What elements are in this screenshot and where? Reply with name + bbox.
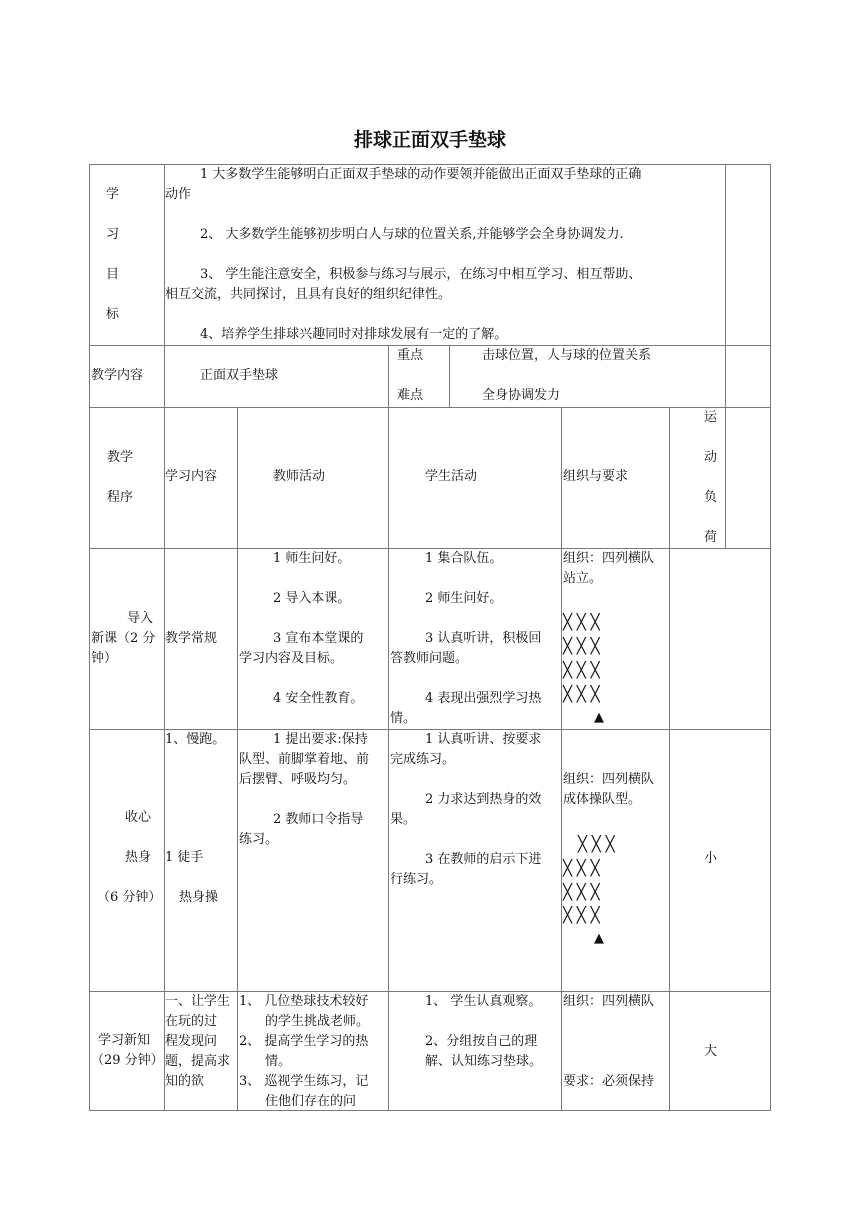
row3-teacher-1-line1: 1、 几位垫球技术较好	[239, 994, 369, 1009]
header-org: 组织与要求	[563, 469, 629, 484]
row1-procedure-line3: 钟）	[91, 651, 118, 666]
row2-learn-2: 1 徒手	[165, 850, 204, 865]
row1-teacher-3-line2: 学习内容及目标。	[239, 651, 344, 666]
objectives-label-char: 目	[106, 267, 120, 282]
row2-student-3-line1: 3 在教师的启示下进	[425, 852, 542, 867]
row3-student-2-line2: 解、认知练习垫球。	[425, 1054, 543, 1069]
row2-student-2-line2: 果。	[390, 812, 417, 827]
formation-row: ╳ ╳ ╳	[563, 883, 600, 901]
page-title: 排球正面双手垫球	[353, 129, 506, 151]
row1-procedure-line2: 新课（2 分	[91, 631, 156, 646]
row3-load: 大	[704, 1044, 718, 1059]
formation-row: ╳ ╳ ╳	[563, 685, 600, 703]
row1-student-1: 1 集合队伍。	[425, 551, 503, 566]
row3-teacher-2-line2: 情。	[265, 1054, 292, 1069]
row1-teacher-4: 4 安全性教育。	[273, 691, 364, 706]
header-procedure-line2: 程序	[107, 490, 134, 505]
row1-org-line2: 站立。	[563, 571, 603, 586]
objectives-content-cell	[164, 164, 726, 346]
objective-1-line2: 动作	[165, 187, 192, 202]
row3-teacher-3-line2: 住他们存在的问	[265, 1094, 357, 1109]
row2-procedure-line1: 收心	[125, 810, 152, 825]
objectives-extra-cell	[725, 164, 771, 346]
header-load-char: 运	[704, 410, 718, 425]
formation-row: ╳ ╳ ╳	[578, 835, 615, 853]
header-student: 学生活动	[425, 469, 478, 484]
key-point-value: 击球位置，人与球的位置关系	[482, 348, 652, 363]
objectives-label-char: 标	[106, 307, 120, 322]
row2-org-line2: 成体操队型。	[563, 792, 642, 807]
row3-procedure-line1: 学习新知	[98, 1033, 151, 1048]
objective-3-line1: 3、 学生能注意安全，积极参与练习与展示，在练习中相互学习、相互帮助、	[200, 267, 642, 282]
row2-load: 小	[704, 851, 718, 866]
row1-student-4-line1: 4 表现出强烈学习热	[425, 691, 542, 706]
objectives-label-char: 学	[106, 187, 120, 202]
row2-teacher-2-line2: 练习。	[239, 832, 279, 847]
row3-learn-line5: 知的欲	[165, 1074, 205, 1089]
row3-teacher-1-line2: 的学生挑战老师。	[265, 1014, 370, 1029]
row3-load-cell	[669, 991, 771, 1111]
row3-learn-line2: 在玩的过	[165, 1014, 218, 1029]
objective-4: 4、培养学生排球兴趣同时对排球发展有一定的了解。	[200, 327, 508, 342]
row3-learn-line4: 题，提高求	[165, 1054, 231, 1069]
content-extra-cell	[725, 345, 771, 408]
row2-org-line1: 组织：四列横队	[563, 772, 655, 787]
row1-teacher-2: 2 导入本课。	[273, 591, 351, 606]
row1-learn: 教学常规	[165, 631, 218, 646]
row2-teacher-1-line1: 1 提出要求:保持	[273, 732, 368, 747]
row1-student-3-line1: 3 认真听讲，积极回	[425, 631, 542, 646]
row1-student-4-line2: 情。	[390, 711, 417, 726]
objectives-label-cell	[89, 164, 165, 346]
row3-org-line2: 要求：必须保持	[563, 1074, 655, 1089]
difficulty-label: 难点	[397, 388, 424, 403]
row1-teacher-3-line1: 3 宣布本堂课的	[273, 631, 364, 646]
header-procedure-cell	[89, 407, 165, 549]
row2-student-3-line2: 行练习。	[390, 872, 443, 887]
objective-3-line2: 相互交流，共同探讨，且具有良好的组织纪律性。	[165, 287, 452, 302]
objectives-label-char: 习	[106, 227, 120, 242]
row2-student-1-line2: 完成练习。	[390, 752, 456, 767]
row2-procedure-line3: （6 分钟）	[97, 890, 162, 905]
row2-procedure-line2: 热身	[125, 850, 152, 865]
row3-student-2-line1: 2、分组按自己的理	[425, 1034, 538, 1049]
header-load-char: 负	[704, 490, 718, 505]
row1-student-2: 2 师生问好。	[425, 591, 503, 606]
header-extra-cell	[725, 407, 771, 549]
row1-org-line1: 组织：四列横队	[563, 551, 655, 566]
row3-student-1: 1、 学生认真观察。	[425, 994, 542, 1009]
row3-teacher-2-line1: 2、 提高学生学习的热	[239, 1034, 369, 1049]
teacher-position-icon: ▲	[594, 710, 604, 725]
objective-2: 2、 大多数学生能够初步明白人与球的位置关系,并能够学会全身协调发力.	[200, 227, 624, 242]
row2-teacher-1-line2: 队型、前脚掌着地、前	[239, 752, 370, 767]
row2-teacher-2-line1: 2 教师口令指导	[273, 812, 364, 827]
row1-teacher-1: 1 师生问好。	[273, 551, 351, 566]
teacher-position-icon: ▲	[594, 931, 604, 946]
header-load-cell	[669, 407, 726, 549]
content-label: 教学内容	[91, 368, 144, 383]
row2-load-cell	[669, 729, 771, 992]
row1-load-cell	[669, 548, 771, 730]
header-teacher: 教师活动	[273, 469, 326, 484]
row1-student-3-line2: 答教师问题。	[390, 651, 469, 666]
header-procedure-line1: 教学	[107, 450, 134, 465]
header-load-char: 荷	[704, 530, 718, 545]
formation-row: ╳ ╳ ╳	[563, 637, 600, 655]
header-load-char: 动	[704, 450, 718, 465]
header-learn: 学习内容	[165, 469, 218, 484]
row3-procedure-line2: （29 分钟）	[91, 1053, 164, 1068]
key-point-label: 重点	[397, 348, 424, 363]
difficulty-value: 全身协调发力	[482, 388, 561, 403]
formation-row: ╳ ╳ ╳	[563, 906, 600, 924]
formation-row: ╳ ╳ ╳	[563, 661, 600, 679]
row2-learn-3: 热身操	[179, 890, 219, 905]
row2-student-2-line1: 2 力求达到热身的效	[425, 792, 542, 807]
row1-procedure-line1: 导入	[127, 611, 154, 626]
objective-1-line1: 1 大多数学生能够明白正面双手垫球的动作要领并能做出正面双手垫球的正确	[200, 167, 642, 182]
row3-org-line1: 组织：四列横队	[563, 994, 655, 1009]
row2-teacher-1-line3: 后摆臂、呼吸均匀。	[239, 772, 357, 787]
row3-learn-line1: 一、让学生	[165, 994, 231, 1009]
row2-student-1-line1: 1 认真听讲、按要求	[425, 732, 542, 747]
content-value: 正面双手垫球	[200, 368, 279, 383]
row3-learn-line3: 程发现问	[165, 1034, 218, 1049]
formation-row: ╳ ╳ ╳	[563, 859, 600, 877]
formation-row: ╳ ╳ ╳	[563, 613, 600, 631]
row3-teacher-3-line1: 3、 巡视学生练习，记	[239, 1074, 369, 1089]
row2-learn-1: 1、慢跑。	[165, 732, 226, 747]
